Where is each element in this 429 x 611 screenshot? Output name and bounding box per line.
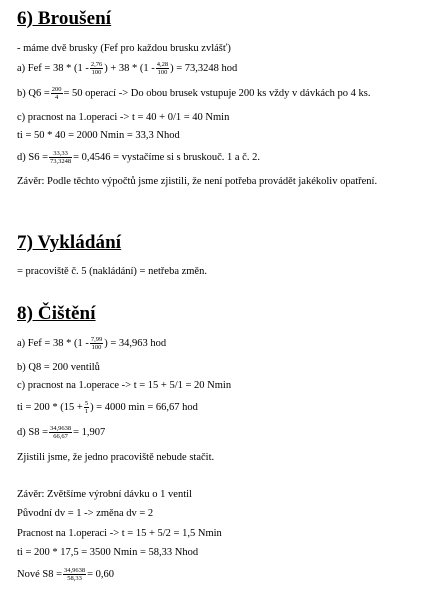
s6-line-2: a) Fef = 38 * (1 - $\frac{2,76}{100}$ ) + 38 * (1 - $\frac{4,28}{100}$ ) = 73,3248 hod	[17, 61, 238, 76]
s8-line-2: b) Q8 = 200 ventilů	[17, 362, 100, 373]
s6-line-5: ti = 50 * 40 = 2000 Nmin = 33,3 Nhod	[17, 130, 180, 141]
s8-line-11: Nové S8 = $\frac{34,9638}{58,33}$ = 0,60	[17, 567, 115, 582]
s8-line-10: ti = 200 * 17,5 = 3500 Nmin = 58,33 Nhod	[17, 547, 199, 558]
fraction: $\frac{4,28}{100}$	[156, 61, 169, 76]
s8-line-5: d) S8 = $\frac{34,9638}{66,67}$ = 1,907	[17, 425, 106, 440]
s8-line-3: c) pracnost na 1.operace -> t = 15 + 5/1 = 20 Nmin	[17, 380, 232, 391]
s8-line-7: Závěr: Zvětšíme výrobní dávku o 1 ventil	[17, 489, 192, 500]
s6-line-1: - máme dvě brusky (Fef pro každou brusku zvlášť)	[17, 43, 231, 54]
s6-line-3: b) Q6 = $\frac{200}{4}$ = 50 operací -> Do obou brusek vstupuje 200 ks vždy v dávkách po 4 ks.	[17, 86, 371, 101]
s8-line-1: a) Fef = 38 * (1 - $\frac{7,99}{100}$ ) = 34,963 hod	[17, 336, 167, 351]
section-8-heading: 8) Čištění	[17, 303, 96, 324]
fraction: $\frac{200}{4}$	[51, 86, 62, 101]
s6-line-7: Závěr: Podle těchto výpočtů jsme zjistili, že není potřeba provádět jakékoliv opatření.	[17, 176, 378, 187]
s8-line-6: Zjistili jsme, že jedno pracoviště nebude stačit.	[17, 452, 215, 463]
s7-line-1: = pracoviště č. 5 (nakládání) = netřeba změn.	[17, 266, 207, 277]
section-6-heading: 6) Broušení	[17, 8, 112, 29]
fraction: $\frac{7,99}{100}$	[90, 336, 103, 351]
fraction: $\frac{33,33}{73,3248}$	[50, 150, 72, 165]
section-7-heading: 7) Vykládání	[17, 232, 122, 253]
fraction: $\frac{5}{1}$	[84, 400, 89, 415]
s8-line-8: Původní dv = 1 -> změna dv = 2	[17, 508, 154, 519]
fraction: $\frac{34,9638}{58,33}$	[64, 567, 86, 582]
s8-line-9: Pracnost na 1.operaci -> t = 15 + 5/2 = 1,5 Nmin	[17, 528, 222, 539]
s6-line-6: d) S6 = $\frac{33,33}{73,3248}$ = 0,4546 = vystačíme si s bruskouč. 1 a č. 2.	[17, 150, 260, 165]
s6-line-4: c) pracnost na 1.operaci -> t = 40 + 0/1 = 40 Nmin	[17, 112, 230, 123]
fraction: $\frac{2,76}{100}$	[90, 61, 103, 76]
fraction: $\frac{34,9638}{66,67}$	[50, 425, 72, 440]
s8-line-4: ti = 200 * (15 + $\frac{5}{1}$ ) = 4000 min = 66,67 hod	[17, 400, 198, 415]
